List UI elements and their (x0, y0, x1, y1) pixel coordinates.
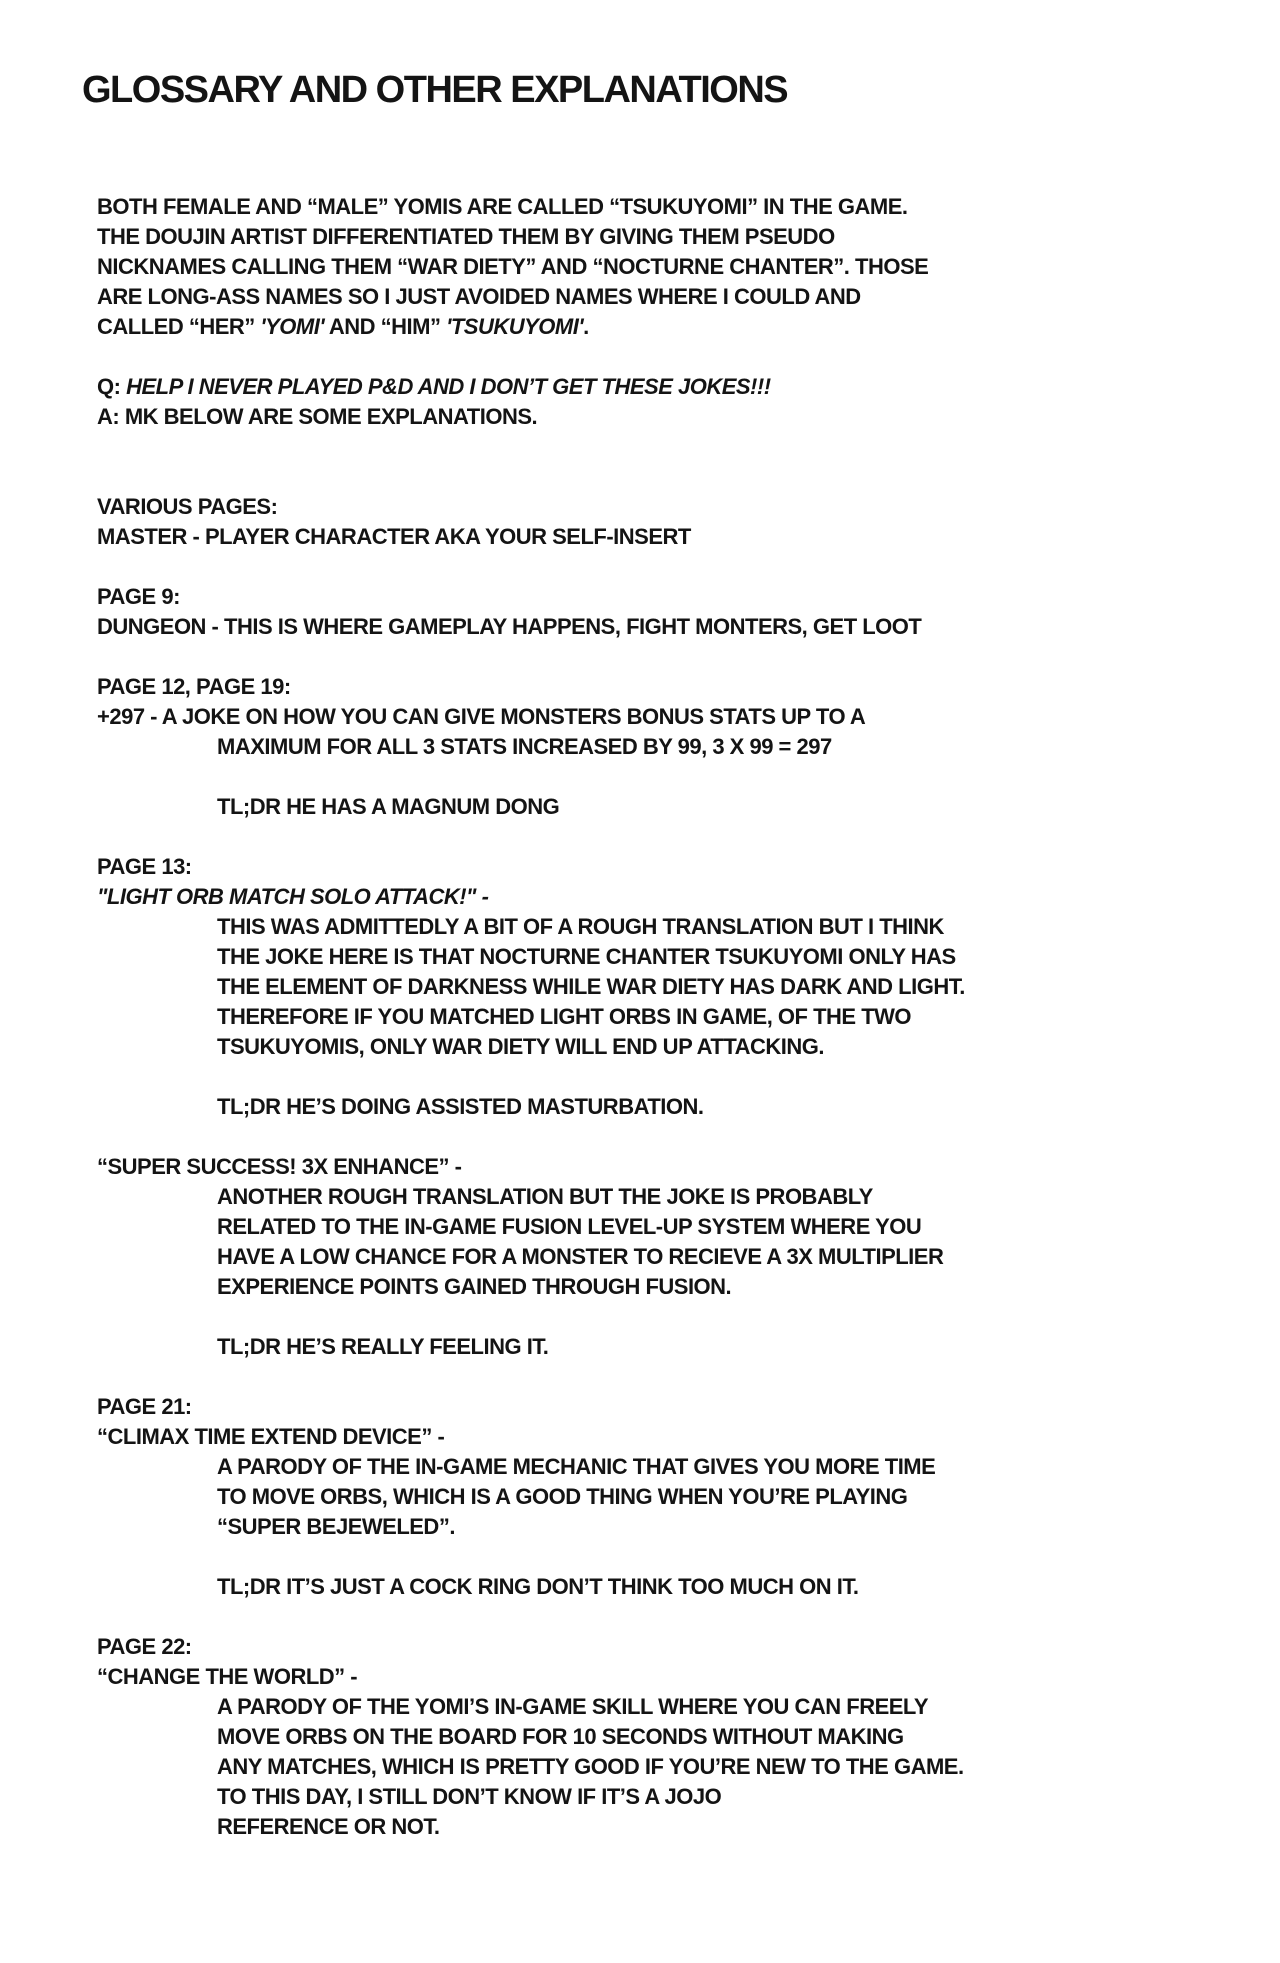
text-line (97, 612, 1230, 642)
text-segment: VARIOUS PAGES: (97, 494, 278, 519)
text-segment: 'TSUKUYOMI' (446, 314, 584, 339)
text-segment: A PARODY OF THE YOMI’S IN-GAME SKILL WHERE YOU CAN FREELY (217, 1694, 929, 1719)
text-line (97, 582, 1230, 612)
glossary-body (97, 192, 1230, 1842)
text-line (97, 1332, 1230, 1362)
text-segment: MASTER - PLAYER CHARACTER AKA YOUR SELF-INSERT (97, 524, 691, 549)
text-line (97, 1392, 1230, 1422)
page-title: GLOSSARY AND OTHER EXPLANATIONS (82, 69, 788, 111)
text-line (97, 312, 1230, 342)
text-segment: TL;DR IT’S JUST A COCK RING DON’T THINK TOO MUCH ON IT. (217, 1574, 859, 1599)
text-line (97, 1512, 1230, 1542)
text-segment: THEREFORE IF YOU MATCHED LIGHT ORBS IN GAME, OF THE TWO (217, 1004, 912, 1029)
text-segment: AND “HIM” (324, 314, 447, 339)
text-segment: +297 - A JOKE ON HOW YOU CAN GIVE MONSTERS BONUS STATS UP TO A (97, 704, 866, 729)
text-segment: PAGE 12, PAGE 19: (97, 674, 291, 699)
text-line (97, 1212, 1230, 1242)
text-segment: RELATED TO THE IN-GAME FUSION LEVEL-UP SYSTEM WHERE YOU (217, 1214, 922, 1239)
text-segment: TL;DR HE’S REALLY FEELING IT. (217, 1334, 549, 1359)
text-line (97, 1002, 1230, 1032)
text-line (97, 1242, 1230, 1272)
text-segment: MAXIMUM FOR ALL 3 STATS INCREASED BY 99, 3 X 99 = 297 (217, 734, 832, 759)
text-segment: EXPERIENCE POINTS GAINED THROUGH FUSION. (217, 1274, 732, 1299)
text-line (97, 1152, 1230, 1182)
text-line (97, 1692, 1230, 1722)
text-segment: PAGE 21: (97, 1394, 192, 1419)
text-line (97, 1272, 1230, 1302)
text-line (97, 222, 1230, 252)
text-segment: “CHANGE THE WORLD” - (97, 1664, 358, 1689)
text-line (97, 1482, 1230, 1512)
text-line (97, 402, 1230, 432)
text-segment: “SUPER SUCCESS! 3X ENHANCE” - (97, 1154, 462, 1179)
text-line (97, 1782, 1230, 1812)
text-line (97, 1422, 1230, 1452)
text-line (97, 702, 1230, 732)
text-line (97, 1812, 1230, 1842)
text-line (97, 672, 1230, 702)
text-segment: A PARODY OF THE IN-GAME MECHANIC THAT GIVES YOU MORE TIME (217, 1454, 936, 1479)
text-segment: Q: (97, 374, 127, 399)
text-segment: ARE LONG-ASS NAMES SO I JUST AVOIDED NAMES WHERE I COULD AND (97, 284, 861, 309)
text-line (97, 492, 1230, 522)
text-segment: PAGE 22: (97, 1634, 192, 1659)
text-line (97, 252, 1230, 282)
text-segment: PAGE 13: (97, 854, 192, 879)
text-line (97, 1662, 1230, 1692)
text-segment: 'YOMI' (260, 314, 325, 339)
text-line (97, 1752, 1230, 1782)
text-line (97, 852, 1230, 882)
text-segment: THE JOKE HERE IS THAT NOCTURNE CHANTER TSUKUYOMI ONLY HAS (217, 944, 956, 969)
text-line (97, 372, 1230, 402)
text-line (97, 1182, 1230, 1212)
text-segment: A: MK BELOW ARE SOME EXPLANATIONS. (97, 404, 538, 429)
text-segment: ANOTHER ROUGH TRANSLATION BUT THE JOKE IS PROBABLY (217, 1184, 873, 1209)
text-segment: HELP I NEVER PLAYED P&D AND I DON’T GET THESE JOKES!!! (126, 374, 771, 399)
text-segment: HAVE A LOW CHANCE FOR A MONSTER TO RECIEVE A 3X MULTIPLIER (217, 1244, 944, 1269)
text-line (97, 1092, 1230, 1122)
text-line (97, 192, 1230, 222)
text-line (97, 1032, 1230, 1062)
text-segment: TL;DR HE’S DOING ASSISTED MASTURBATION. (217, 1094, 704, 1119)
text-segment: REFERENCE OR NOT. (217, 1814, 440, 1839)
text-segment: "LIGHT ORB MATCH SOLO ATTACK!" - (97, 884, 489, 909)
text-segment: DUNGEON - THIS IS WHERE GAMEPLAY HAPPENS, FIGHT MONTERS, GET LOOT (97, 614, 922, 639)
text-line (97, 882, 1230, 912)
text-segment: THE ELEMENT OF DARKNESS WHILE WAR DIETY HAS DARK AND LIGHT. (217, 974, 965, 999)
text-line (97, 1722, 1230, 1752)
text-segment: ANY MATCHES, WHICH IS PRETTY GOOD IF YOU’RE NEW TO THE GAME. (217, 1754, 964, 1779)
text-segment: THIS WAS ADMITTEDLY A BIT OF A ROUGH TRANSLATION BUT I THINK (217, 914, 944, 939)
text-line (97, 972, 1230, 1002)
text-segment: TL;DR HE HAS A MAGNUM DONG (217, 794, 560, 819)
text-line (97, 912, 1230, 942)
text-segment: BOTH FEMALE AND “MALE” YOMIS ARE CALLED “TSUKUYOMI” IN THE GAME. (97, 194, 908, 219)
text-segment: MOVE ORBS ON THE BOARD FOR 10 SECONDS WITHOUT MAKING (217, 1724, 904, 1749)
text-segment: TO MOVE ORBS, WHICH IS A GOOD THING WHEN YOU’RE PLAYING (217, 1484, 908, 1509)
text-segment: THE DOUJIN ARTIST DIFFERENTIATED THEM BY GIVING THEM PSEUDO (97, 224, 835, 249)
text-segment: “CLIMAX TIME EXTEND DEVICE” - (97, 1424, 445, 1449)
text-segment: . (583, 314, 589, 339)
text-segment: NICKNAMES CALLING THEM “WAR DIETY” AND “NOCTURNE CHANTER”. THOSE (97, 254, 929, 279)
text-line (97, 1632, 1230, 1662)
text-line (97, 1572, 1230, 1602)
text-segment: TSUKUYOMIS, ONLY WAR DIETY WILL END UP ATTACKING. (217, 1034, 825, 1059)
text-line (97, 282, 1230, 312)
text-line (97, 732, 1230, 762)
text-segment: TO THIS DAY, I STILL DON’T KNOW IF IT’S A JOJO (217, 1784, 722, 1809)
text-line (97, 522, 1230, 552)
text-segment: CALLED “HER” (97, 314, 261, 339)
text-line (97, 792, 1230, 822)
text-line (97, 942, 1230, 972)
text-segment: PAGE 9: (97, 584, 180, 609)
text-segment: “SUPER BEJEWELED”. (217, 1514, 455, 1539)
text-line (97, 1452, 1230, 1482)
